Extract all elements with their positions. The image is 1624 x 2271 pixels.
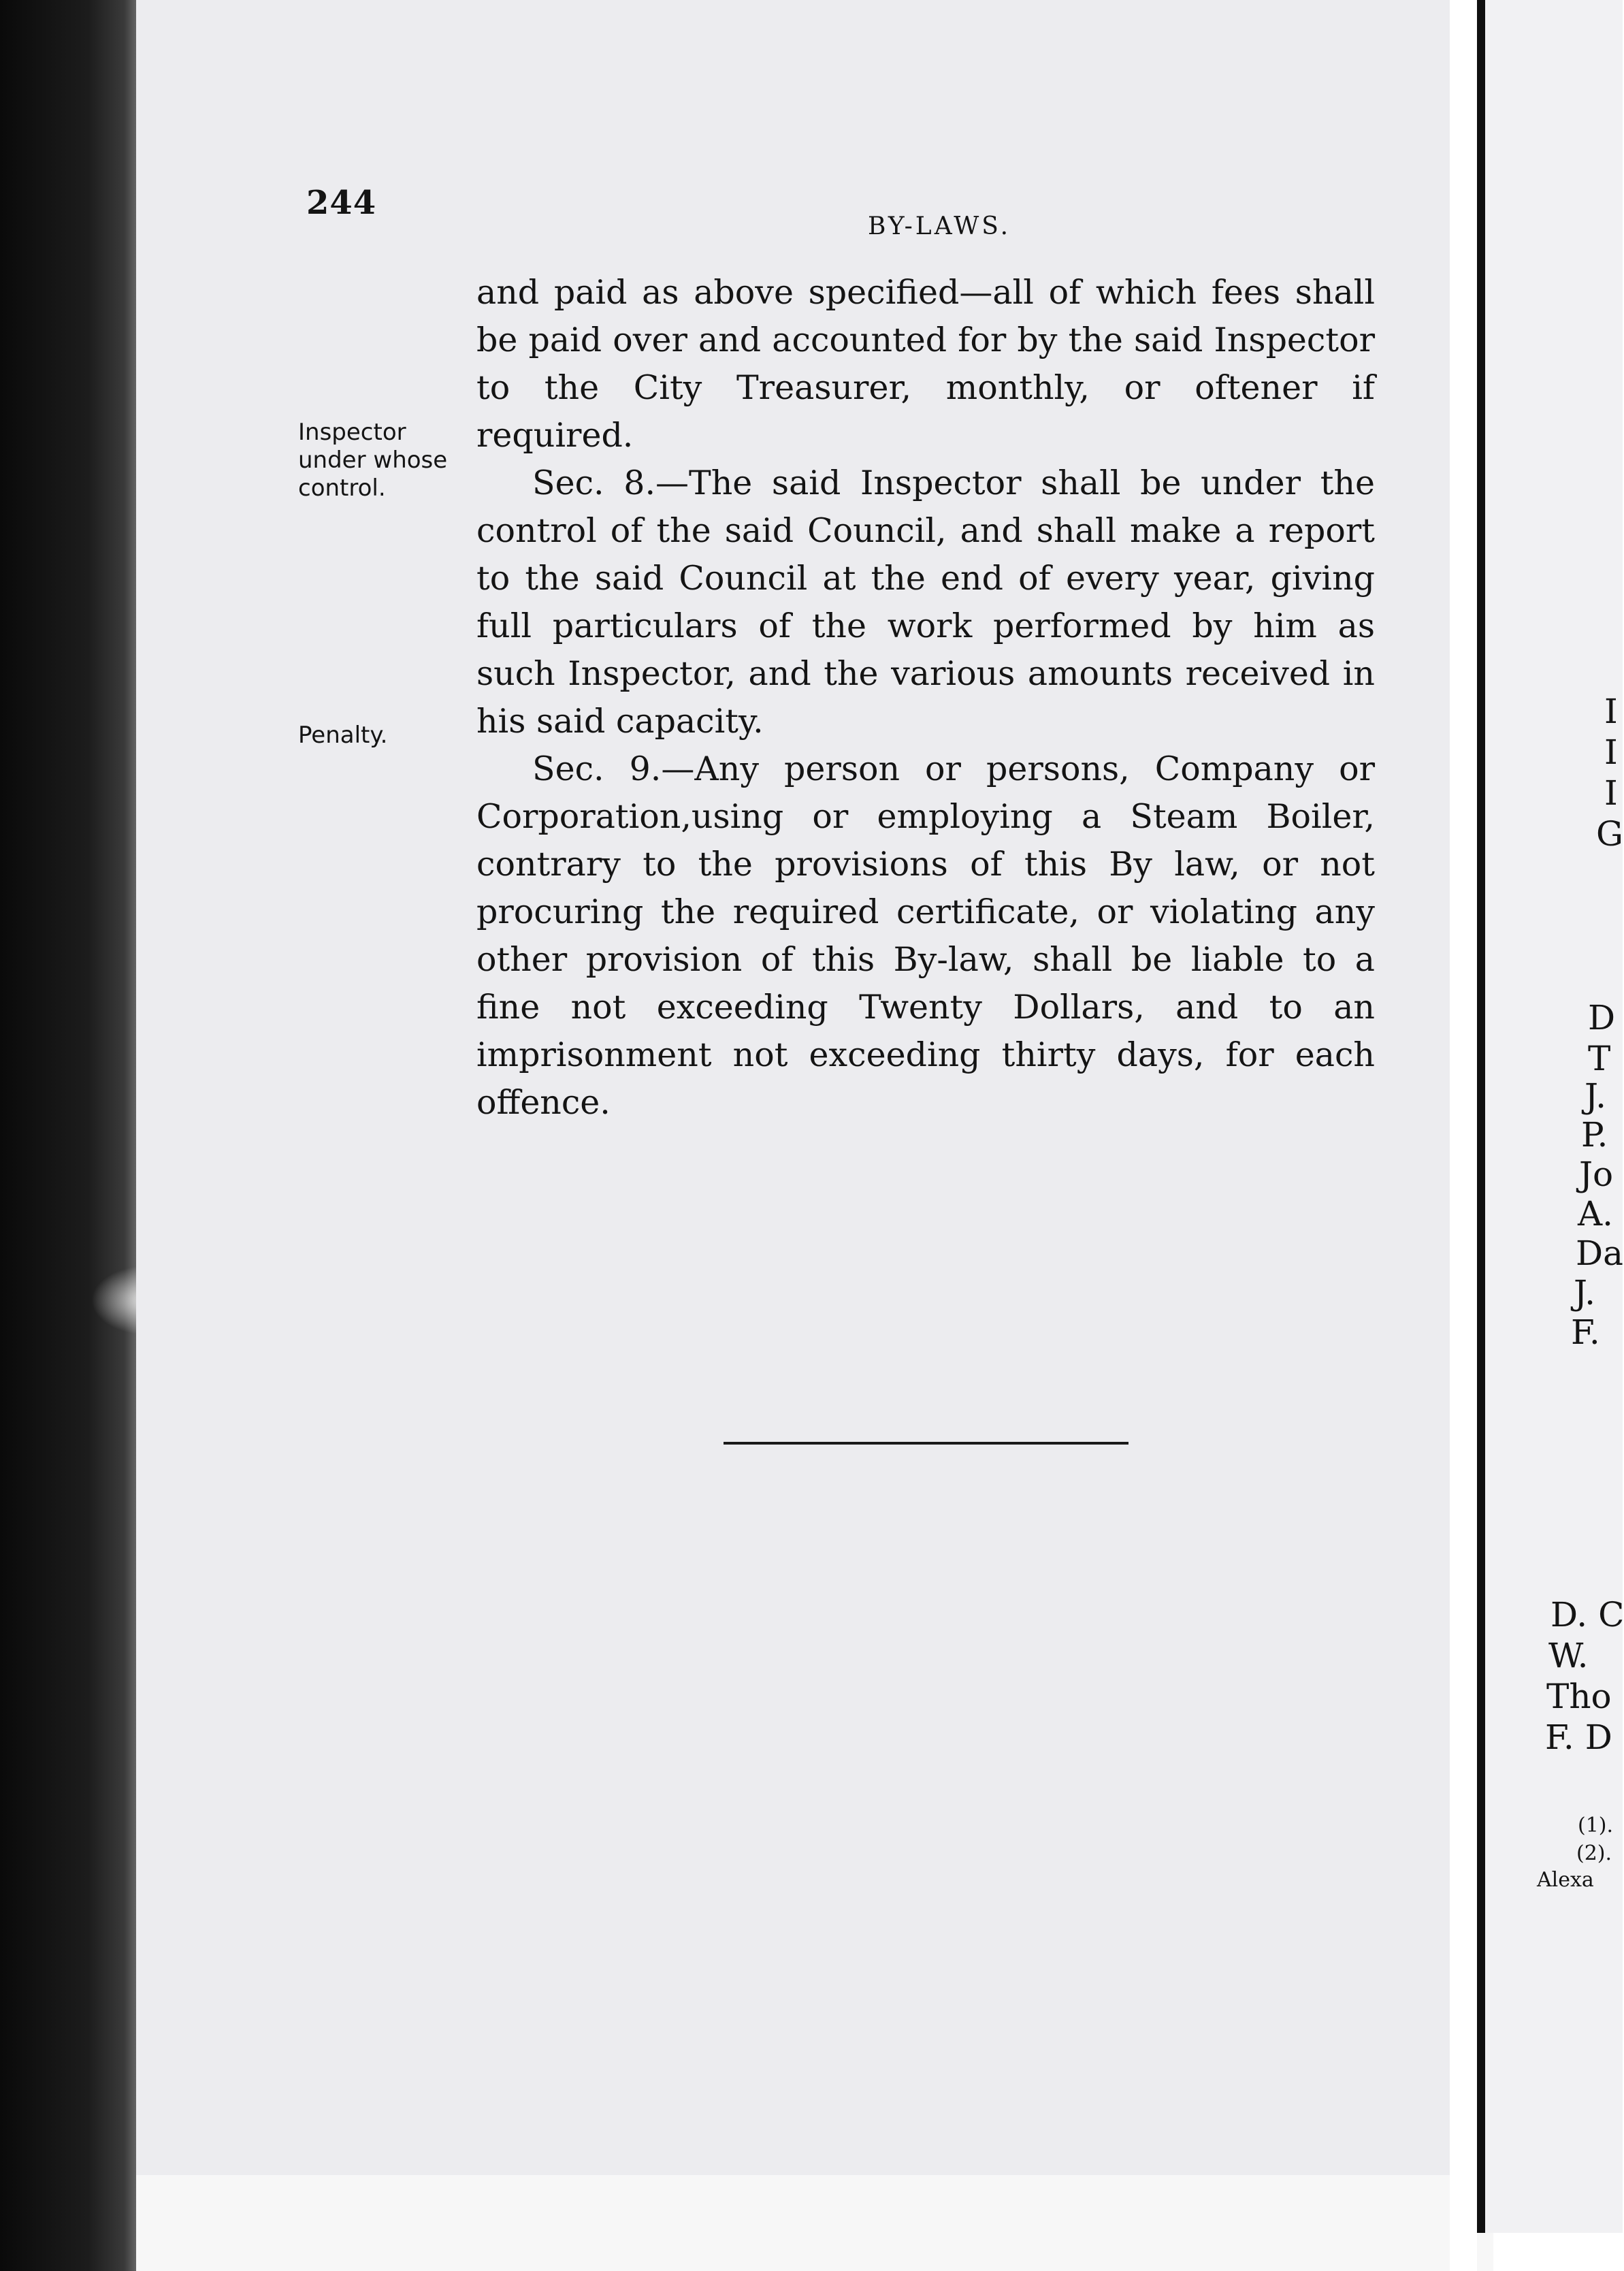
margin-note-inspector-control: Inspector under whose control. bbox=[298, 419, 448, 502]
paragraph-sec-8: Sec. 8.—The said Inspector shall be under the control of the said Council, and shall make a report to the said Council at the end of every year, giving full particulars of the work performed by him as such Inspector, and the various amounts received in his said capacity. bbox=[476, 464, 1375, 741]
facing-fragment: Da bbox=[1576, 1234, 1623, 1273]
facing-fragment: (2). bbox=[1576, 1841, 1612, 1865]
page-number: 244 bbox=[306, 184, 377, 222]
facing-fragment: Jo bbox=[1579, 1155, 1614, 1194]
page-bottom-edge bbox=[136, 2175, 1493, 2271]
paragraph-continuation: and paid as above specified—all of which fees shall be paid over and accounted for by the said Inspector to the City Treasurer, monthly, or oftener if required. bbox=[476, 273, 1375, 455]
facing-fragment: D. C bbox=[1550, 1595, 1624, 1634]
page-gutter bbox=[1450, 0, 1477, 2271]
facing-fragment: Tho bbox=[1546, 1677, 1612, 1716]
facing-fragment: J. bbox=[1585, 1076, 1607, 1116]
paragraph-sec-9: Sec. 9.—Any person or persons, Company or Corporation,using or employing a Steam Boiler, contrary to the provisions of this By law, or not procuring the required certificate, or violating any other provision of this By-law, shall be liable to a fine not exceeding Twenty Dollars, and to an imprisonment not exceeding thirty days, for each offence. bbox=[476, 750, 1375, 1122]
facing-fragment: I bbox=[1604, 692, 1618, 731]
facing-fragment: F. D bbox=[1545, 1718, 1612, 1757]
facing-fragment: Alexa bbox=[1537, 1868, 1594, 1892]
facing-fragment: W. bbox=[1548, 1636, 1589, 1675]
facing-fragment: I bbox=[1604, 732, 1618, 772]
facing-fragment: I bbox=[1604, 773, 1618, 813]
facing-fragment: D bbox=[1588, 998, 1616, 1037]
facing-fragment: T bbox=[1588, 1039, 1611, 1078]
facing-fragment: F. bbox=[1571, 1312, 1600, 1352]
section-end-rule bbox=[724, 1442, 1128, 1445]
facing-fragment: (1). bbox=[1578, 1814, 1614, 1837]
running-head: BY-LAWS. bbox=[868, 212, 1011, 240]
facing-fragment: J. bbox=[1574, 1273, 1596, 1312]
facing-fragment: G bbox=[1596, 814, 1623, 854]
facing-fragment: P. bbox=[1581, 1115, 1608, 1155]
body-text bbox=[476, 269, 1375, 1127]
facing-fragment: A. bbox=[1578, 1194, 1614, 1234]
book-binding bbox=[0, 0, 146, 2271]
margin-note-penalty: Penalty. bbox=[298, 722, 388, 749]
